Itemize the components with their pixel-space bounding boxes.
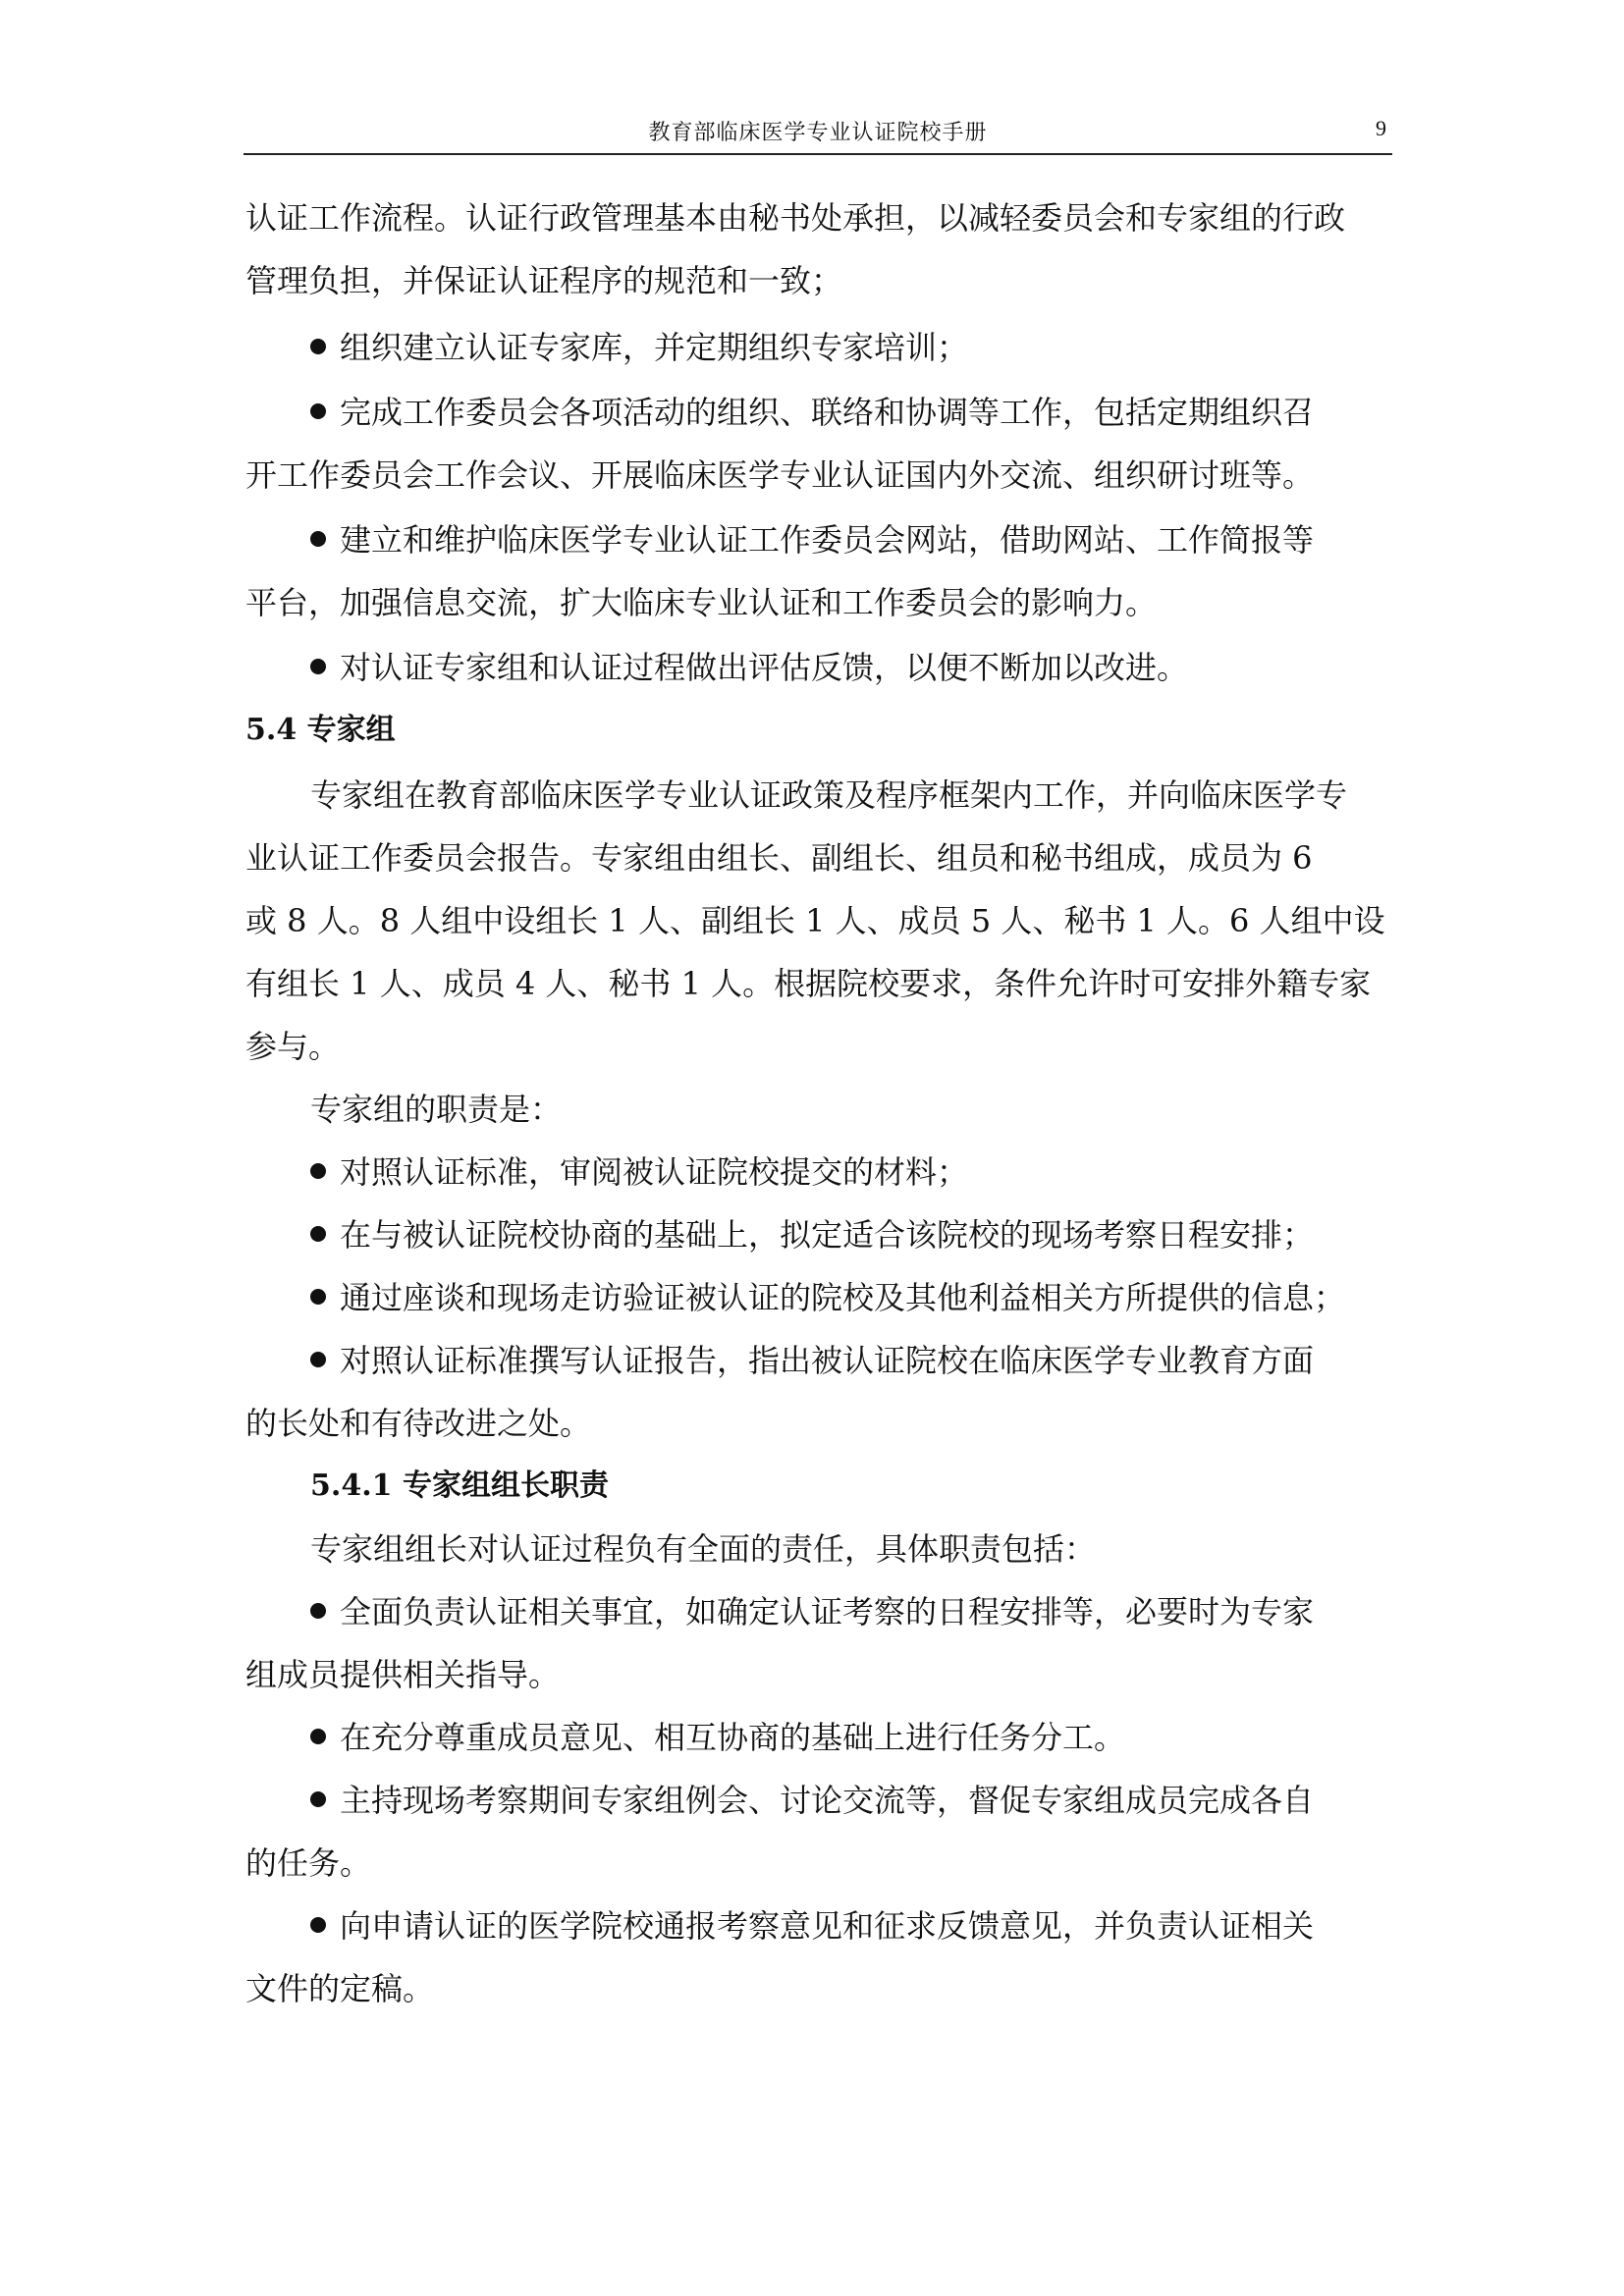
bullet-item — [245, 1213, 1394, 1256]
bullet-item — [245, 1276, 1394, 1319]
bullet-item — [245, 1150, 1394, 1194]
paragraph-line: 的任务。 — [245, 1844, 372, 1882]
header-title: 教育部临床医学专业认证院校手册 — [648, 121, 988, 145]
bullet-text: 全面负责认证相关事宜，如确定认证考察的日程安排等，必要时为专家 — [340, 1593, 1315, 1630]
bullet-icon — [310, 1226, 326, 1242]
bullet-item — [245, 646, 1394, 689]
bullet-icon — [310, 403, 326, 419]
bullet-text: 通过座谈和现场走访验证被认证的院校及其他利益相关方所提供的信息； — [340, 1279, 1346, 1316]
bullet-text: 组织建立认证专家库，并定期组织专家培训； — [340, 329, 969, 366]
bullet-icon — [310, 1791, 326, 1807]
paragraph-line: 参与。 — [245, 1028, 341, 1065]
document-body — [245, 196, 1394, 2010]
bullet-icon — [310, 1603, 326, 1619]
bullet-text: 对认证专家组和认证过程做出评估反馈，以便不断加以改进。 — [340, 649, 1189, 686]
paragraph-line: 组成员提供相关指导。 — [245, 1656, 561, 1693]
bullet-text: 在充分尊重成员意见、相互协商的基础上进行任务分工。 — [340, 1719, 1126, 1756]
bullet-text: 对照认证标准，审阅被认证院校提交的材料； — [340, 1153, 969, 1191]
bullet-icon — [310, 659, 326, 674]
paragraph-line: 有组长 1 人、成员 4 人、秘书 1 人。根据院校要求，条件允许时可安排外籍专家 — [245, 965, 1372, 1002]
bullet-item — [245, 1339, 1394, 1382]
subsection-heading: 5.4.1 专家组组长职责 — [310, 1468, 609, 1503]
bullet-text: 向申请认证的医学院校通报考察意见和征求反馈意见，并负责认证相关 — [340, 1907, 1315, 1945]
paragraph-line: 专家组的职责是： — [310, 1091, 563, 1128]
bullet-icon — [310, 1729, 326, 1744]
paragraph-line: 认证工作流程。认证行政管理基本由秘书处承担，以减轻委员会和专家组的行政 — [245, 199, 1346, 237]
page-number: 9 — [1376, 116, 1386, 140]
bullet-icon — [310, 339, 326, 354]
paragraph-line: 的长处和有待改进之处。 — [245, 1405, 592, 1442]
bullet-icon — [310, 1289, 326, 1305]
paragraph-line: 专家组在教育部临床医学专业认证政策及程序框架内工作，并向临床医学专 — [310, 776, 1348, 814]
paragraph-line: 文件的定稿。 — [245, 1970, 435, 2007]
bullet-item — [245, 1716, 1394, 1759]
paragraph-line: 管理负担，并保证认证程序的规范和一致； — [245, 262, 843, 299]
page-header — [244, 108, 1392, 155]
bullet-text: 完成工作委员会各项活动的组织、联络和协调等工作，包括定期组织召 — [340, 394, 1315, 431]
paragraph-line: 专家组组长对认证过程负有全面的责任，具体职责包括： — [310, 1530, 1097, 1568]
bullet-icon — [310, 1352, 326, 1367]
bullet-text: 主持现场考察期间专家组例会、讨论交流等，督促专家组成员完成各自 — [340, 1782, 1315, 1819]
bullet-item — [245, 518, 1394, 561]
bullet-item — [245, 1779, 1394, 1822]
paragraph-line: 平台，加强信息交流，扩大临床专业认证和工作委员会的影响力。 — [245, 584, 1158, 621]
bullet-item — [245, 1590, 1394, 1633]
bullet-item — [245, 391, 1394, 434]
section-heading: 5.4 专家组 — [245, 713, 396, 747]
paragraph-line: 业认证工作委员会报告。专家组由组长、副组长、组员和秘书组成，成员为 6 — [245, 839, 1313, 877]
bullet-icon — [310, 1163, 326, 1179]
bullet-item — [245, 326, 1394, 369]
paragraph-line: 或 8 人。8 人组中设组长 1 人、副组长 1 人、成员 5 人、秘书 1 人。6 人组中设 — [245, 902, 1385, 939]
bullet-text: 对照认证标准撰写认证报告，指出被认证院校在临床医学专业教育方面 — [340, 1342, 1315, 1379]
bullet-icon — [310, 1917, 326, 1933]
bullet-text: 在与被认证院校协商的基础上，拟定适合该院校的现场考察日程安排； — [340, 1216, 1315, 1254]
bullet-icon — [310, 531, 326, 547]
bullet-item — [245, 1904, 1394, 1948]
bullet-text: 建立和维护临床医学专业认证工作委员会网站，借助网站、工作简报等 — [340, 521, 1315, 559]
paragraph-line: 开工作委员会工作会议、开展临床医学专业认证国内外交流、组织研讨班等。 — [245, 456, 1315, 494]
